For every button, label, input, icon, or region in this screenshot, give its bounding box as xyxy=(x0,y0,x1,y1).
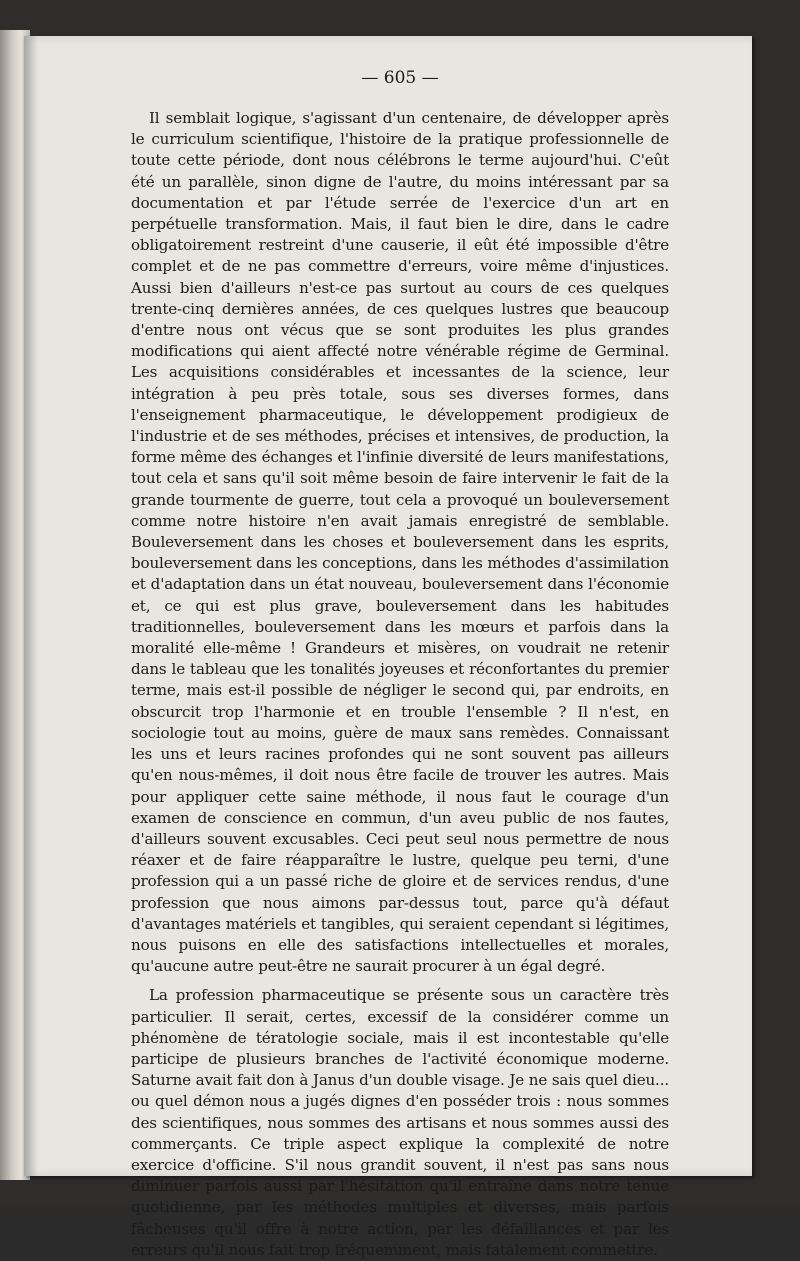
paragraph-2: La profession pharmaceutique se présente sous un caractère très particulier. Il serait, certes, excessif de la considérer comme un phénomène de tératologie sociale, mais il est incontestable qu'elle participe de plusieurs branches de l'activité économique moderne. Saturne avait fait don à Janus d'un double visage. Je ne sais quel dieu... ou quel démon nous a jugés dignes d'en posséder trois : nous sommes des scientifiques, nous sommes des artisans et nous sommes aussi des commerçants. Ce triple aspect explique la complexité de notre exercice d'officine. S'il nous grandit souvent, il n'est pas sans nous diminuer parfois aussi par l'hésitation qu'il entraîne dans notre tenue quotidienne, par les méthodes multiples et diverses, mais parfois fâcheuses qu'il offre à notre action, par les défaillances et par les erreurs qu'il nous fait trop fréquemment, mais fatalement commettre. xyxy=(131,986,669,1259)
spine-shadow xyxy=(24,36,38,1176)
paragraph-1: Il semblait logique, s'agissant d'un centenaire, de développer après le curriculum scientifique, l'histoire de la pratique professionnelle de toute cette période, dont nous célébrons le terme aujourd'hui. C'eût été un parallèle, sinon digne de l'autre, du moins intéressant par sa documentation et par l'étude serrée de l'exercice d'un art en perpétuelle transformation. Mais, il faut bien le dire, dans le cadre obligatoirement restreint d'une causerie, il eût été impossible d'être complet et de ne pas commettre d'erreurs, voire même d'injustices. Aussi bien d'ailleurs n'est-ce pas surtout au cours de ces quelques trente-cinq dernières années, de ces quelques lustres que beaucoup d'entre nous ont vécus que se sont produites les plus grandes modifications qui aient affecté notre vénérable régime de Germinal. Les acquisitions considérables et incessantes de la science, leur intégration à peu près totale, sous ses diverses formes, dans l'enseignement pharmaceutique, le développement prodigieux de l'industrie et de ses méthodes, précises et intensives, de production, la forme même des échanges et l'infinie diversité de leurs manifestations, tout cela et sans qu'il soit même besoin de faire intervenir le fait de la grande tourmente de guerre, tout cela a provoqué un bouleversement comme notre histoire n'en avait jamais enregistré de semblable. Bouleversement dans les choses et bouleversement dans les esprits, bouleversement dans les conceptions, dans les méthodes d'assimilation et d'adaptation dans un état nouveau, bouleversement dans l'économie et, ce qui est plus grave, bouleversement dans les habitudes traditionnelles, bouleversement dans les mœurs et parfois dans la moralité elle-même ! Grandeurs et misères, on voudrait ne retenir dans le tableau que les tonalités joyeuses et réconfortantes du premier terme, mais est-il possible de négliger le second qui, par endroits, en obscurcit trop l'harmonie et en trouble l'ensemble ? Il n'est, en sociologie tout au moins, guère de maux sans remèdes. Connaissant les uns et leurs racines profondes qui ne sont souvent pas ailleurs qu'en nous-mêmes, il doit nous être facile de trouver les autres. Mais pour appliquer cette saine méthode, il nous faut le courage d'un examen de conscience en commun, d'un aveu public de nos fautes, d'ailleurs souvent excusables. Ceci peut seul nous permettre de nous réaxer et de faire réapparaître le lustre, quelque peu terni, d'une profession qui a un passé riche de gloire et de services rendus, d'une profession que nous aimons par-dessus tout, parce qu'à défaut d'avantages matériels et tangibles, qui seraient cependant si légitimes, nous puisons en elle des satisfactions intellectuelles et morales, qu'aucune autre peut-être ne saurait procurer à un égal degré. xyxy=(131,109,669,976)
page-number: — 605 — xyxy=(361,68,439,88)
page-body xyxy=(131,108,669,1261)
